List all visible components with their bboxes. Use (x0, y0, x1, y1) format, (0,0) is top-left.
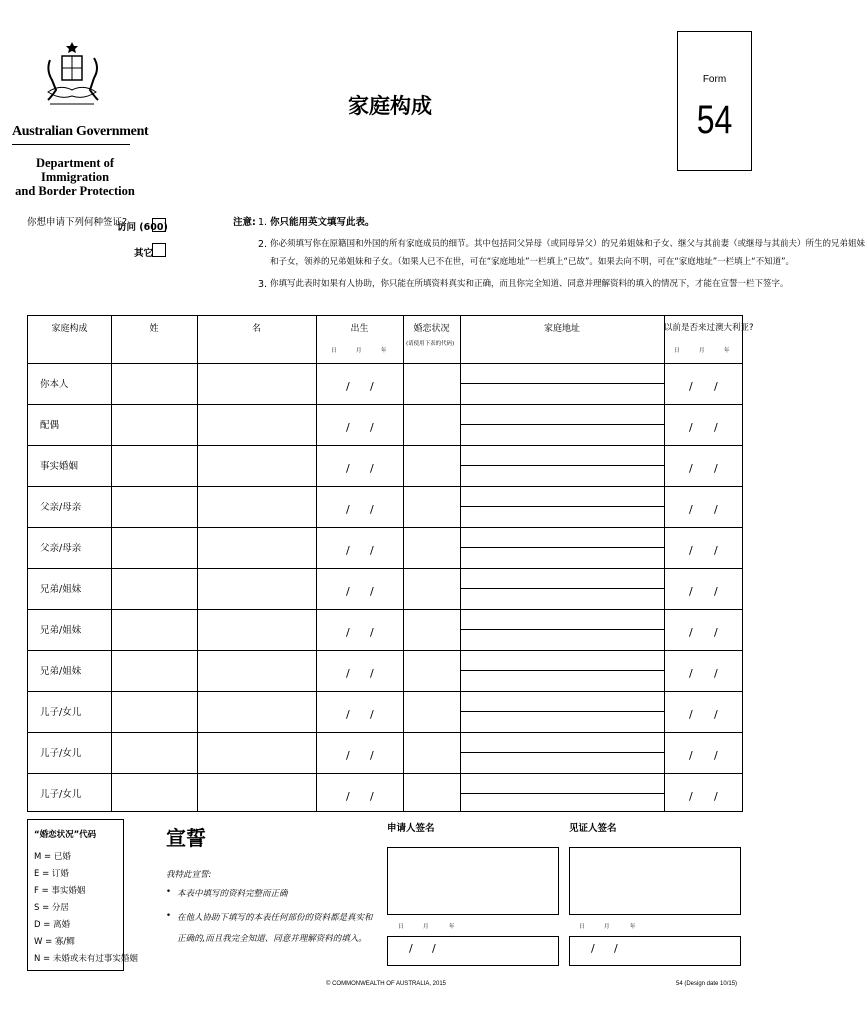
birth-day-label: 日 (331, 348, 337, 354)
date-separator: / (370, 503, 374, 516)
department-line-2: and Border Protection (15, 184, 135, 198)
date-separator: / (689, 667, 693, 680)
date-separator: / (370, 421, 374, 434)
birth-date-cell[interactable] (316, 773, 403, 814)
date-separator: / (346, 462, 350, 475)
design-date: 54 (Design date 10/15) (676, 981, 738, 987)
date-separator: / (346, 503, 350, 516)
header-marital-sub: (请使用下表的代码) (406, 341, 455, 347)
birth-date-cell[interactable] (316, 650, 403, 691)
marital-code-item: N = 未婚或未有过事实婚姻 (34, 954, 138, 964)
date-separator: / (714, 708, 718, 721)
date-separator: / (689, 503, 693, 516)
date-separator: / (346, 585, 350, 598)
date-separator: / (346, 749, 350, 762)
department-name (14, 156, 136, 198)
surname-cell[interactable] (111, 773, 197, 814)
surname-cell[interactable] (111, 568, 197, 609)
date-separator: / (689, 544, 693, 557)
note-2-line-1: 你必须填写你在原籍国和外国的所有家庭成员的细节。其中包括同父异母（或同母异父）的兄弟姐妹和子女、继父与其前妻（或继母与其前夫）所生的兄弟姐妹 (270, 239, 865, 249)
birth-date-cell[interactable] (316, 445, 403, 486)
codes-title: “婚恋状况”代码 (34, 830, 97, 840)
been-australia-cell[interactable] (664, 363, 744, 404)
given-name-cell[interactable] (197, 486, 316, 527)
date-separator: / (714, 503, 718, 516)
date-separator: / (689, 585, 693, 598)
marital-status-cell[interactable] (403, 609, 460, 650)
given-name-cell[interactable] (197, 445, 316, 486)
date-separator: / (714, 421, 718, 434)
header-address: 家庭地址 (543, 324, 580, 334)
given-name-cell[interactable] (197, 609, 316, 650)
date-separator: / (370, 462, 374, 475)
header-surname: 姓 (149, 324, 159, 334)
marital-status-cell[interactable] (403, 773, 460, 814)
marital-status-cell[interactable] (403, 404, 460, 445)
date-separator: / (370, 749, 374, 762)
birth-date-cell[interactable] (316, 486, 403, 527)
header-been-australia: 以前是否来过澳大利亚? (664, 323, 754, 333)
marital-status-cell[interactable] (403, 486, 460, 527)
surname-cell[interactable] (111, 650, 197, 691)
surname-cell[interactable] (111, 404, 197, 445)
row-label: 儿子/女儿 (40, 707, 82, 718)
been-australia-cell[interactable] (664, 773, 744, 814)
row-label: 兄弟/姐妹 (40, 584, 82, 595)
given-name-cell[interactable] (197, 527, 316, 568)
been-australia-cell[interactable] (664, 609, 744, 650)
been-australia-cell[interactable] (664, 527, 744, 568)
header-divider (12, 144, 130, 145)
birth-date-cell[interactable] (316, 732, 403, 773)
form-number-box (677, 31, 752, 171)
given-name-cell[interactable] (197, 650, 316, 691)
form-number: 54 (696, 98, 733, 142)
marital-code-item: M = 已婚 (34, 852, 71, 862)
row-label: 兄弟/姐妹 (40, 625, 82, 636)
note-1: 你只能用英文填写此表。 (270, 217, 375, 228)
date-separator: / (689, 421, 693, 434)
row-label: 兄弟/姐妹 (40, 666, 82, 677)
witness-date-month-label: 月 (604, 924, 610, 930)
witness-signature-box[interactable] (569, 847, 741, 915)
address-cell[interactable] (460, 609, 664, 650)
declaration-bullet-2-line-1: 在他人协助下填写的本表任何部份的资料都是真实和 (177, 913, 373, 923)
address-cell[interactable] (460, 486, 664, 527)
note-3-number: 3. (258, 279, 268, 290)
been-australia-cell[interactable] (664, 650, 744, 691)
government-name: Australian Government (12, 124, 149, 139)
birth-date-cell[interactable] (316, 527, 403, 568)
date-separator: / (346, 708, 350, 721)
coat-of-arms-logo (42, 40, 102, 115)
been-australia-cell[interactable] (664, 445, 744, 486)
department-line-1: Department of Immigration (35, 156, 115, 184)
date-separator: / (409, 942, 413, 955)
marital-status-cell[interactable] (403, 363, 460, 404)
marital-code-item: W = 寡/鳏 (34, 937, 75, 947)
marital-status-cell[interactable] (403, 445, 460, 486)
date-separator: / (689, 462, 693, 475)
declaration-bullet-1-dot: • (166, 887, 172, 897)
surname-cell[interactable] (111, 691, 197, 732)
row-label: 你本人 (40, 379, 69, 390)
visit-month-label: 月 (699, 348, 705, 354)
marital-status-cell[interactable] (403, 650, 460, 691)
date-separator: / (346, 380, 350, 393)
marital-code-item: D = 离婚 (34, 920, 71, 930)
given-name-cell[interactable] (197, 404, 316, 445)
been-australia-cell[interactable] (664, 486, 744, 527)
marital-code-item: S = 分居 (34, 903, 69, 913)
given-name-cell[interactable] (197, 773, 316, 814)
note-2-line-2: 和子女，领养的兄弟姐妹和子女。（如果人已不在世，可在“家庭地址”一栏填上“已故”。如果去向不明，可在“家庭地址”一栏填上“不知道”。 (270, 257, 794, 267)
row-label: 父亲/母亲 (40, 502, 82, 513)
birth-year-label: 年 (381, 348, 387, 354)
date-separator: / (689, 380, 693, 393)
been-australia-cell[interactable] (664, 568, 744, 609)
visa-option-visit-label: 访问 (600) (117, 222, 168, 233)
surname-cell[interactable] (111, 445, 197, 486)
date-separator: / (346, 626, 350, 639)
visit-day-label: 日 (674, 348, 680, 354)
date-separator: / (370, 667, 374, 680)
date-separator: / (714, 749, 718, 762)
marital-status-cell[interactable] (403, 527, 460, 568)
header-given-name: 名 (251, 324, 261, 334)
row-label: 事实婚姻 (40, 461, 79, 472)
date-separator: / (370, 708, 374, 721)
date-separator: / (689, 708, 693, 721)
address-cell[interactable] (460, 404, 664, 445)
surname-cell[interactable] (111, 486, 197, 527)
declaration-intro: 我特此宣誓: (166, 870, 212, 880)
date-separator: / (370, 626, 374, 639)
marital-status-cell[interactable] (403, 732, 460, 773)
address-cell[interactable] (460, 732, 664, 773)
witness-signature-label: 见证人签名 (569, 823, 617, 834)
visa-option-visit-checkbox[interactable] (152, 218, 166, 232)
marital-status-cell[interactable] (403, 691, 460, 732)
date-separator: / (591, 942, 595, 955)
date-separator: / (346, 421, 350, 434)
address-cell[interactable] (460, 363, 664, 404)
row-label: 儿子/女儿 (40, 748, 82, 759)
surname-cell[interactable] (111, 732, 197, 773)
address-cell[interactable] (460, 445, 664, 486)
date-separator: / (714, 544, 718, 557)
date-separator: / (370, 790, 374, 803)
address-cell[interactable] (460, 527, 664, 568)
given-name-cell[interactable] (197, 732, 316, 773)
marital-code-item: E = 订婚 (34, 869, 69, 879)
date-separator: / (346, 544, 350, 557)
notes-heading: 注意: (233, 217, 256, 228)
date-separator: / (346, 790, 350, 803)
date-separator: / (432, 942, 436, 955)
date-separator: / (346, 667, 350, 680)
declaration-bullet-2-line-2: 正确的,而且我完全知道、同意并理解资料的填入。 (177, 934, 367, 944)
date-separator: / (714, 585, 718, 598)
header-relation: 家庭构成 (51, 324, 88, 334)
date-separator: / (370, 544, 374, 557)
note-1-number: 1. (258, 217, 268, 228)
date-separator: / (689, 626, 693, 639)
row-label: 儿子/女儿 (40, 789, 82, 800)
birth-date-cell[interactable] (316, 609, 403, 650)
address-cell[interactable] (460, 650, 664, 691)
birth-date-cell[interactable] (316, 691, 403, 732)
date-separator: / (689, 790, 693, 803)
family-table (27, 315, 754, 812)
date-separator: / (714, 626, 718, 639)
date-separator: / (689, 749, 693, 762)
visa-option-other-checkbox[interactable] (152, 243, 166, 257)
given-name-cell[interactable] (197, 363, 316, 404)
witness-date-year-label: 年 (630, 924, 636, 930)
date-separator: / (614, 942, 618, 955)
date-separator: / (714, 462, 718, 475)
applicant-date-year-label: 年 (449, 924, 455, 930)
been-australia-cell[interactable] (664, 404, 744, 445)
applicant-signature-label: 申请人签名 (387, 823, 435, 834)
birth-date-cell[interactable] (316, 404, 403, 445)
visa-question: 你想申请下列何种签证? (27, 217, 128, 228)
date-separator: / (370, 585, 374, 598)
address-cell[interactable] (460, 773, 664, 814)
row-label: 配偶 (40, 420, 60, 431)
copyright: © COMMONWEALTH OF AUSTRALIA, 2015 (326, 981, 446, 987)
surname-cell[interactable] (111, 609, 197, 650)
visit-year-label: 年 (724, 348, 730, 354)
surname-cell[interactable] (111, 363, 197, 404)
declaration-bullet-1: 本表中填写的资料完整而正确 (177, 889, 288, 899)
row-label: 父亲/母亲 (40, 543, 82, 554)
birth-date-cell[interactable] (316, 568, 403, 609)
been-australia-cell[interactable] (664, 732, 744, 773)
address-cell[interactable] (460, 568, 664, 609)
given-name-cell[interactable] (197, 568, 316, 609)
surname-cell[interactable] (111, 527, 197, 568)
applicant-signature-box[interactable] (387, 847, 559, 915)
header-marital: 婚恋状况 (413, 324, 450, 334)
form-title: 家庭构成 (348, 94, 432, 118)
date-separator: / (714, 790, 718, 803)
given-name-cell[interactable] (197, 691, 316, 732)
witness-date-day-label: 日 (579, 924, 585, 930)
declaration-bullet-2-dot: • (166, 911, 172, 921)
address-cell[interactable] (460, 691, 664, 732)
date-separator: / (370, 380, 374, 393)
marital-codes-box (27, 819, 138, 971)
marital-status-cell[interactable] (403, 568, 460, 609)
note-2-number: 2. (258, 239, 268, 250)
birth-month-label: 月 (356, 348, 362, 354)
birth-date-cell[interactable] (316, 363, 403, 404)
been-australia-cell[interactable] (664, 691, 744, 732)
marital-code-item: F = 事实婚姻 (34, 886, 86, 896)
form-label: Form (702, 74, 727, 85)
header-birth: 出生 (350, 324, 369, 334)
applicant-date-month-label: 月 (423, 924, 429, 930)
declaration-title: 宣誓 (166, 828, 206, 850)
visa-option-other-label: 其它 (134, 248, 154, 259)
note-3: 你填写此表时如果有人协助，你只能在所填资料真实和正确，而且你完全知道、同意并理解资料的填入的情况下，才能在宣誓一栏下签字。 (270, 279, 789, 289)
date-separator: / (714, 380, 718, 393)
applicant-date-day-label: 日 (398, 924, 404, 930)
date-separator: / (714, 667, 718, 680)
